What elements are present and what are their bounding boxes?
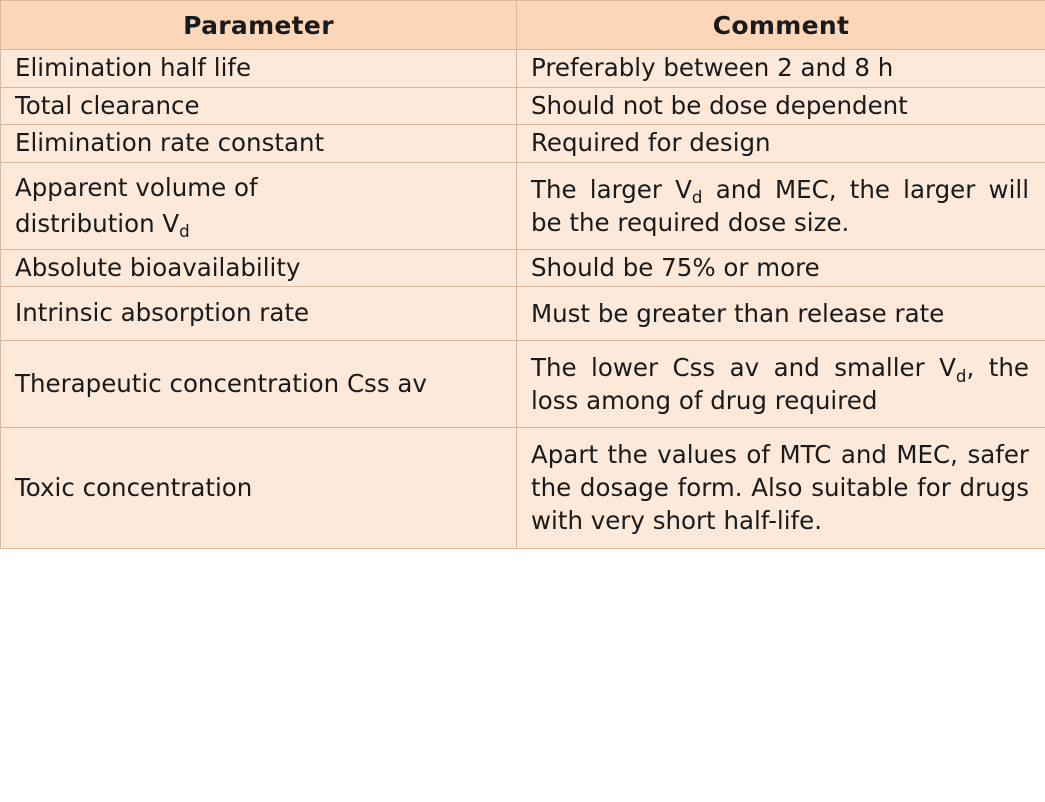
parameter-text: Apparent volume of distribution $V_d$ <box>15 173 258 241</box>
cell-comment <box>517 50 1045 88</box>
table-row <box>1 87 1045 125</box>
table-row <box>1 287 1045 341</box>
table-header-row <box>1 1 1045 50</box>
table-row <box>1 249 1045 287</box>
cell-comment <box>517 87 1045 125</box>
cell-parameter <box>1 125 517 163</box>
cell-comment <box>517 249 1045 287</box>
comment-text: The larger $V_d$ and MEC, the larger will be the required dose size. <box>531 174 1030 237</box>
cell-parameter <box>1 249 517 287</box>
comment-text: Preferably between 2 and 8 h <box>531 53 894 82</box>
table-header <box>1 1 1045 50</box>
comment-text: Apart the values of MTC and MEC, safer the dosage form. Also suitable for drugs with very short half-life. <box>531 440 1029 536</box>
parameter-text: Toxic concentration <box>15 472 253 502</box>
cell-comment <box>517 428 1045 548</box>
cell-parameter <box>1 428 517 548</box>
parameter-text: Total clearance <box>15 90 200 120</box>
cell-parameter <box>1 341 517 428</box>
cell-parameter <box>1 50 517 88</box>
cell-parameter <box>1 87 517 125</box>
table-body <box>1 50 1045 549</box>
cell-comment <box>517 287 1045 341</box>
column-header-parameter: Parameter <box>1 1 517 50</box>
cell-comment <box>517 125 1045 163</box>
comment-text: Required for design <box>531 128 771 157</box>
parameter-text: Absolute bioavailability <box>15 252 301 282</box>
column-header-comment: Comment <box>517 1 1045 50</box>
table-row <box>1 162 1045 249</box>
parameter-text: Elimination rate constant <box>15 128 325 157</box>
table-row <box>1 341 1045 428</box>
table-row <box>1 428 1045 548</box>
parameter-text: Therapeutic concentration Css av <box>15 369 427 399</box>
comment-text: Should be 75% or more <box>531 252 820 282</box>
cell-parameter <box>1 162 517 249</box>
comment-text: Must be greater than release rate <box>531 299 945 329</box>
comment-text: The lower Css av and smaller $V_d$, the loss among of drug required <box>531 353 1029 416</box>
parameter-text: Intrinsic absorption rate <box>15 298 310 328</box>
cell-parameter <box>1 287 517 341</box>
parameter-text: Elimination half life <box>15 53 252 82</box>
cell-comment <box>517 341 1045 428</box>
table-row <box>1 50 1045 88</box>
comment-text: Should not be dose dependent <box>531 90 908 120</box>
table-row <box>1 125 1045 163</box>
cell-comment <box>517 162 1045 249</box>
